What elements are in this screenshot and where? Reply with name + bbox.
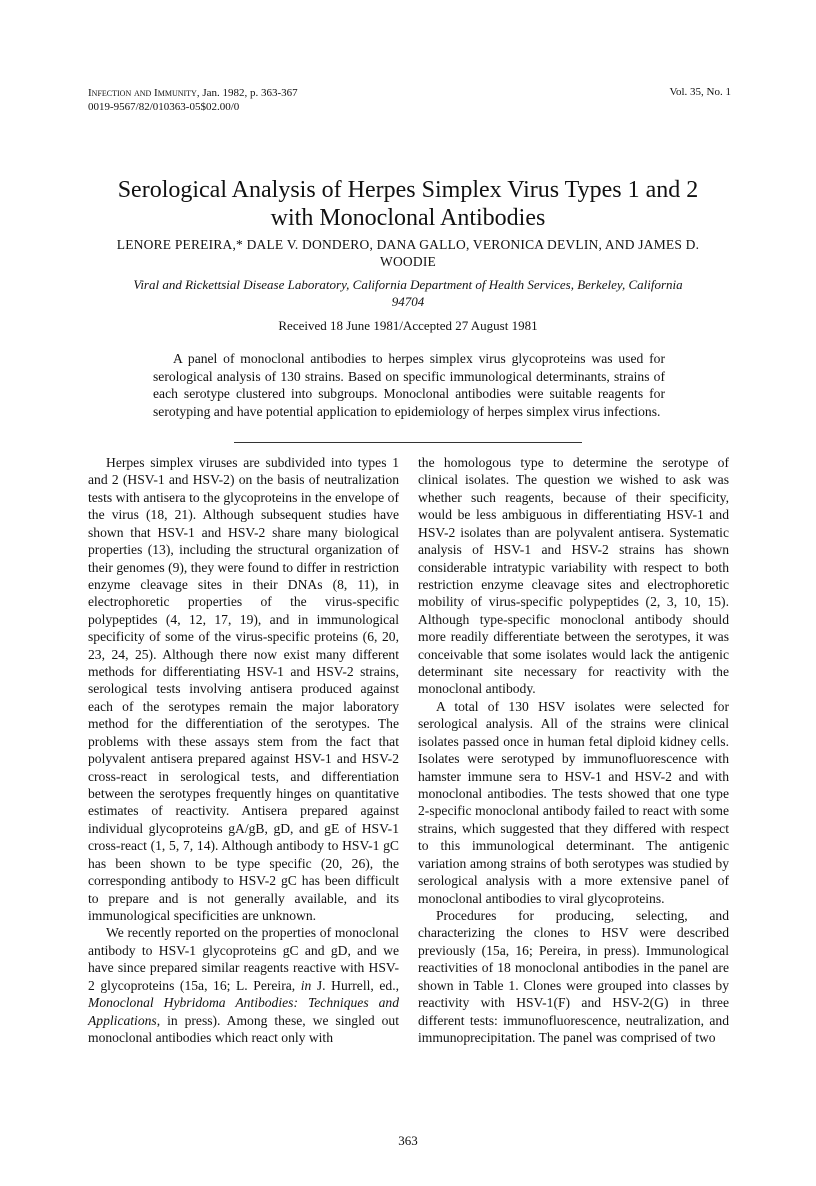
affiliation-line-2: 94704	[391, 294, 425, 309]
volume-number: Vol. 35, No. 1	[669, 86, 731, 98]
article-code: 0019-9567/82/010363-05$02.00/0	[88, 101, 240, 113]
article-title	[60, 176, 756, 232]
citation-pages: , Jan. 1982, p. 363-367	[196, 87, 298, 99]
body-paragraph	[88, 924, 399, 1046]
journal-header	[88, 86, 298, 114]
body-paragraph: A total of 130 HSV isolates were selected for serological analysis. All of the strains were clinical isolates passed once in human fetal diploid kidney cells. Isolates were serotyped by immunofluorescence with hamster immune sera to HSV-1 and HSV-2 and with monoclonal antibodies. The tests showed that one type 2-specific monoclonal antibody failed to react with some strains, which suggested that they differed with respect to this immunological determinant. The antigenic variation among strains of both serotypes was studied by serological analysis with a more extensive panel of monoclonal antibodies to viral glycoproteins.	[418, 698, 729, 906]
book-title: Monoclonal Hybridoma Antibodies: Techniques and Applications	[88, 995, 399, 1028]
body-paragraph: Procedures for producing, selecting, and characterizing the clones to HSV were described previously (15a, 16; Pereira, in press). Immunological reactivities of 18 monoclonal antibodies in the panel are shown in Table 1. Clones were grouped into classes by reactivity with HSV-1(F) and HSV-2(G) in three different tests: immunofluorescence, neutralization, and immunoprecipitation. The panel was comprised of two	[418, 907, 729, 1045]
received-dates: Received 18 June 1981/Accepted 27 August 1981	[278, 318, 538, 333]
author-list	[88, 236, 728, 270]
authors-line-1: LENORE PEREIRA,* DALE V. DONDERO, DANA GALLO, VERONICA DEVLIN, AND JAMES D.	[116, 237, 700, 252]
paragraph-text: , in press). Among these, we singled out monoclonal antibodies which react only with	[88, 1012, 399, 1045]
paragraph-text: We recently reported on the properties of monoclonal antibody to HSV-1 glycoproteins gC and gD, and we have since prepared similar reagents reactive with HSV-2 glycoproteins (15a, 16; L. Pereira,	[88, 925, 399, 993]
right-column	[418, 454, 729, 1046]
authors-line-2: WOODIE	[380, 254, 436, 269]
abstract: A panel of monoclonal antibodies to herpes simplex virus glycoproteins was used for serological analysis of 130 strains. Based on specific immunological determinants, strains of each serotype clustered into subgroups. Monoclonal antibodies were suitable reagents for serotyping and have potential application to epidemiology of herpes simplex virus infections.	[153, 351, 665, 419]
body-paragraph: the homologous type to determine the serotype of clinical isolates. The question we wished to ask was whether such reagents, because of their specificity, would be less ambiguous in differentiating HSV-1 and HSV-2 isolates than are polyvalent antisera. Systematic analysis of HSV-1 and HSV-2 strains has shown considerable intratypic variability with respect to both restriction enzyme cleavage sites and electrophoretic mobility of virus-specific polypeptides (2, 3, 10, 15). Although type-specific monoclonal antibody should more readily differentiate between the serotypes, it was conceivable that some isolates would lack the antigenic determinant site necessary for reactivity with the monoclonal antibody.	[418, 455, 729, 697]
page-number: 363	[398, 1133, 418, 1148]
affiliation-line-1: Viral and Rickettsial Disease Laboratory, California Department of Health Services, Berkeley, California	[133, 277, 683, 292]
paragraph-italic: in	[300, 977, 312, 993]
left-column	[88, 454, 399, 1046]
affiliation	[88, 276, 728, 310]
title-line-2: with Monoclonal Antibodies	[270, 205, 546, 231]
paragraph-text: J. Hurrell, ed.,	[311, 977, 399, 993]
title-line-1: Serological Analysis of Herpes Simplex Virus Types 1 and 2	[117, 177, 699, 203]
body-paragraph: Herpes simplex viruses are subdivided into types 1 and 2 (HSV-1 and HSV-2) on the basis of neutralization tests with antisera to the glycoproteins in the envelope of the virus (18, 21). Although subsequent studies have shown that HSV-1 and HSV-2 share many biological properties (13), including the structural organization of their genomes (9), they were found to differ in restriction enzyme cleavage sites in their DNAs (8, 11), in electrophoretic properties of the virus-specific polypeptides (4, 12, 17, 19), and in immunological specificity of some of the virus-specific proteins (6, 20, 23, 24, 25). Although there now exist many different methods for differentiating HSV-1 and HSV-2 strains, serological tests involving antisera produced against each of the serotypes remain the major laboratory method for the differentiation of the serotypes. The problems with these assays stem from the fact that polyvalent antisera prepared against HSV-1 and HSV-2 cross-react in serological tests, and differentiation between the serotypes frequently hinges on quantitative estimates of reactivity. Antisera prepared against individual glycoproteins gA/gB, gD, and gE of HSV-1 cross-react (1, 5, 7, 14). Although antibody to HSV-1 gC has been shown to be type specific (20, 26), the corresponding antibody to HSV-2 gC has been difficult to prepare and is not generally available, and its immunological specificities are unknown.	[88, 455, 399, 923]
journal-name: Infection and Immunity	[88, 87, 197, 99]
section-divider	[234, 442, 582, 443]
journal-citation	[88, 86, 298, 100]
